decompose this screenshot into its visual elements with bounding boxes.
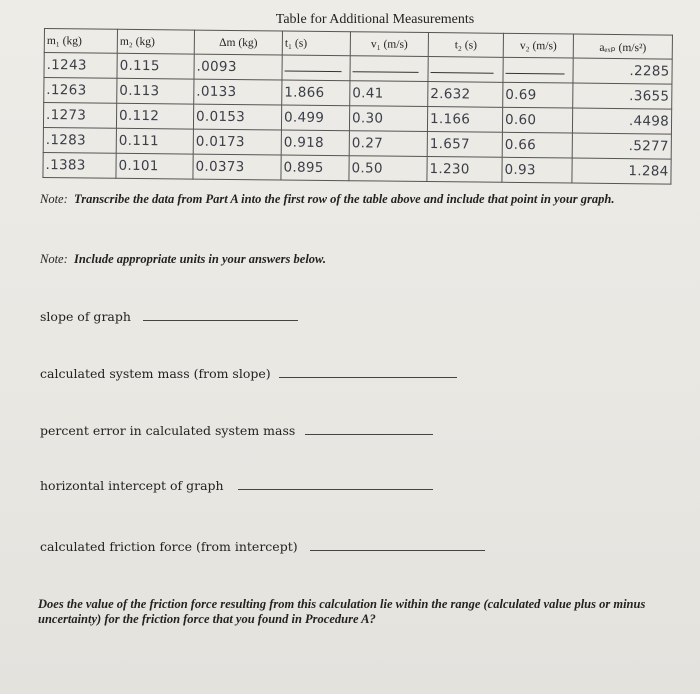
cell-m1[interactable]: .1263 (44, 78, 117, 104)
cell-t2[interactable]: 1.166 (427, 107, 502, 133)
cell-t2[interactable]: 2.632 (428, 82, 503, 108)
question-slope (40, 308, 298, 324)
header-m2: m₂ (kg) (117, 29, 194, 54)
cell-delta-m[interactable]: .0133 (194, 79, 282, 105)
question-mass (40, 365, 457, 381)
note-units-text: Include appropriate units in your answers below. (74, 252, 327, 266)
question-percent-error (40, 422, 433, 438)
cell-t1[interactable]: 0.918 (281, 130, 349, 156)
cell-m2[interactable]: 0.113 (117, 78, 194, 104)
note-transcribe (40, 192, 680, 207)
header-delta-m: Δm (kg) (194, 30, 282, 55)
cell-m1[interactable]: .1273 (43, 103, 116, 129)
note-label: Note: (40, 252, 68, 266)
final-question: Does the value of the friction force resulting from this calculation lie within the range (calculated value plus or minus uncertainty) for the friction force that you found in Procedure A? (38, 597, 646, 626)
cell-delta-m[interactable]: .0093 (194, 54, 282, 80)
header-m1: m₁ (kg) (44, 29, 117, 54)
header-v1: v₁ (m/s) (350, 32, 428, 57)
cell-t1[interactable] (282, 55, 350, 81)
cell-t1[interactable]: 0.499 (281, 105, 349, 131)
note-transcribe-text: Transcribe the data from Part A into the first row of the table above and include that point in your graph. (74, 192, 615, 206)
cell-a-exp[interactable]: .2285 (573, 58, 672, 84)
cell-v1[interactable] (350, 56, 428, 82)
cell-a-exp[interactable]: 1.284 (572, 158, 671, 184)
cell-m1[interactable]: .1383 (43, 152, 116, 178)
cell-v1[interactable]: 0.30 (349, 106, 427, 132)
friction-answer-line[interactable] (310, 538, 485, 551)
percent-error-label: percent error in calculated system mass (40, 423, 296, 438)
cell-v2[interactable]: 0.69 (503, 82, 573, 108)
table-title: Table for Additional Measurements (275, 12, 475, 27)
cell-m2[interactable]: 0.111 (116, 128, 193, 154)
cell-m1[interactable]: .1283 (43, 127, 116, 153)
cell-a-exp[interactable]: .3655 (573, 83, 672, 109)
cell-t2[interactable]: 1.657 (427, 132, 502, 158)
header-a-exp: aₑₓₚ (m/s²) (573, 34, 672, 59)
cell-v1[interactable]: 0.50 (349, 156, 427, 182)
cell-v1[interactable]: 0.41 (350, 81, 428, 107)
header-t1: t₁ (s) (282, 31, 350, 56)
cell-v2[interactable]: 0.66 (502, 132, 572, 158)
note-units (40, 252, 640, 267)
cell-a-exp[interactable]: .4498 (572, 108, 671, 134)
cell-delta-m[interactable]: 0.0373 (193, 154, 281, 180)
cell-t2[interactable] (428, 57, 503, 83)
intercept-answer-line[interactable] (238, 477, 433, 490)
blank-line (506, 63, 565, 75)
cell-a-exp[interactable]: .5277 (572, 133, 671, 159)
cell-t1[interactable]: 1.866 (282, 80, 350, 106)
mass-label: calculated system mass (from slope) (40, 366, 271, 381)
slope-answer-line[interactable] (143, 308, 298, 321)
blank-line (431, 62, 494, 74)
measurements-table (42, 28, 673, 185)
cell-v2[interactable]: 0.60 (502, 107, 572, 133)
question-intercept (40, 477, 433, 493)
cell-m2[interactable]: 0.101 (116, 153, 193, 179)
note-label: Note: (40, 192, 68, 206)
cell-t2[interactable]: 1.230 (427, 157, 502, 183)
cell-t1[interactable]: 0.895 (281, 155, 349, 181)
intercept-label: horizontal intercept of graph (40, 478, 224, 493)
mass-answer-line[interactable] (279, 365, 457, 378)
cell-v2[interactable] (503, 57, 573, 83)
cell-m1[interactable]: .1243 (44, 53, 117, 79)
question-friction (40, 538, 485, 554)
blank-line (353, 61, 419, 73)
cell-delta-m[interactable]: 0.0153 (193, 104, 281, 130)
header-t2: t₂ (s) (428, 33, 503, 58)
percent-error-answer-line[interactable] (305, 422, 433, 435)
cell-m2[interactable]: 0.115 (117, 53, 194, 79)
cell-v1[interactable]: 0.27 (349, 131, 427, 157)
friction-label: calculated friction force (from intercept) (40, 539, 298, 554)
slope-label: slope of graph (40, 309, 131, 324)
cell-delta-m[interactable]: 0.0173 (193, 129, 281, 155)
cell-v2[interactable]: 0.93 (502, 157, 572, 183)
table-row (43, 152, 671, 184)
cell-m2[interactable]: 0.112 (116, 103, 193, 129)
header-v2: v₂ (m/s) (503, 33, 573, 58)
blank-line (285, 61, 342, 73)
